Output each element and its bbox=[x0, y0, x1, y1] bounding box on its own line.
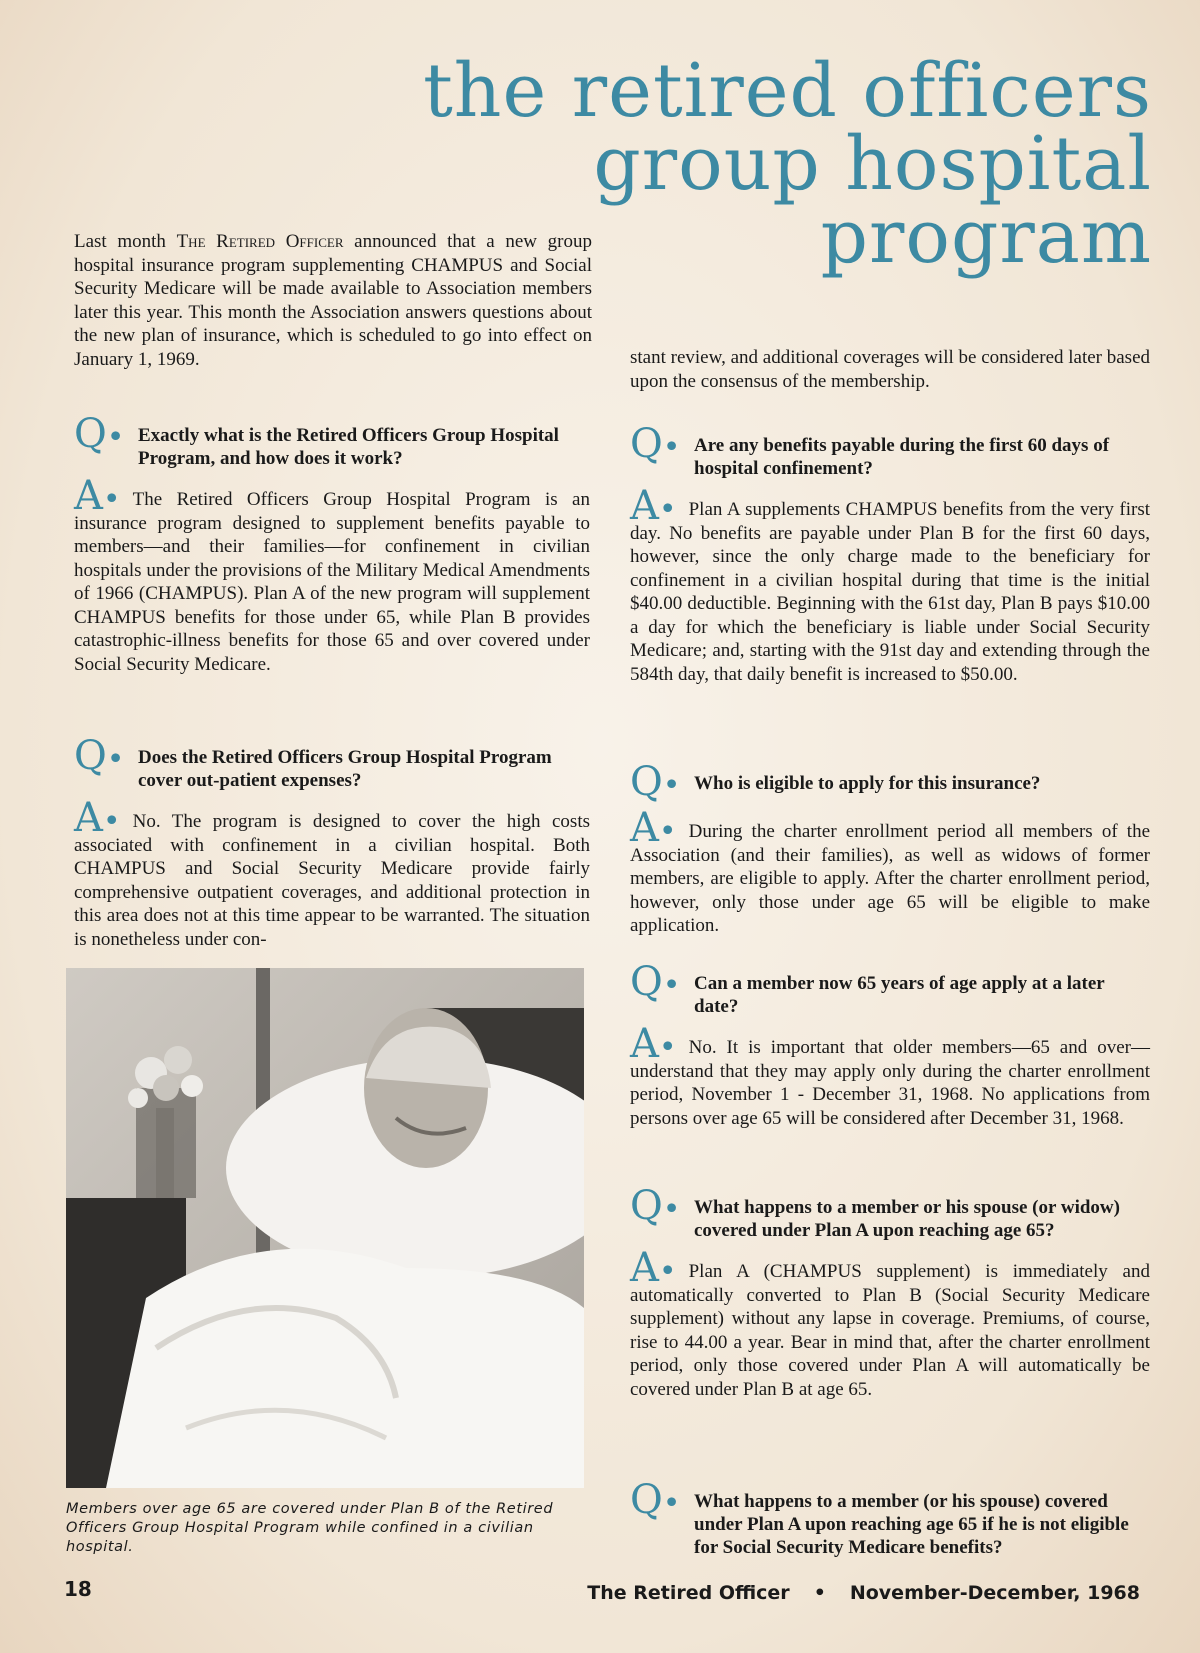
a-mark-icon: A• bbox=[630, 483, 677, 529]
answer-text: No. The program is designed to cover the high costs associated with confinement in a civilian hospital. Both CHAMPUS and Social Security Medicare provide fairly comprehensive outpatient coverages, and additional protection in this area does not at this time appear to be warranted. The situation is nonetheless under con- bbox=[74, 811, 590, 950]
question bbox=[630, 1183, 1150, 1242]
intro-paragraph bbox=[74, 230, 592, 371]
answer bbox=[74, 473, 590, 676]
question bbox=[74, 733, 590, 792]
question-text: Who is eligible to apply for this insurance? bbox=[694, 773, 1041, 794]
qa-block-5 bbox=[630, 959, 1150, 1130]
qa-block-6 bbox=[630, 1183, 1150, 1401]
running-footer bbox=[587, 1582, 1140, 1604]
question-text: Exactly what is the Retired Officers Group Hospital Program, and how does it work? bbox=[138, 425, 559, 469]
question-text: What happens to a member or his spouse (or widow) covered under Plan A upon reaching age 65? bbox=[694, 1197, 1120, 1241]
question-text: Are any benefits payable during the first 60 days of hospital confinement? bbox=[694, 435, 1110, 479]
answer-text: During the charter enrollment period all members of the Association (and their families), as well as widows of former members, are eligible to apply. After the charter enrollment period, however, only those under age 65 will be eligible to make application. bbox=[630, 821, 1150, 936]
question bbox=[630, 421, 1150, 480]
question bbox=[630, 1477, 1150, 1559]
answer bbox=[630, 1245, 1150, 1401]
a-mark-icon: A• bbox=[630, 1021, 677, 1067]
intro-pre: Last month bbox=[74, 231, 177, 252]
intro-publication: The Retired Officer bbox=[176, 231, 344, 252]
question-text: Does the Retired Officers Group Hospital Program cover out-patient expenses? bbox=[138, 747, 552, 791]
question bbox=[74, 411, 590, 470]
answer-text: No. It is important that older members—65 and over—understand that they may apply only during the charter enrollment period, November 1 - December 31, 1968. No applications from persons over age 65 will be considered after December 31, 1968. bbox=[630, 1037, 1150, 1129]
question bbox=[630, 959, 1150, 1018]
intro-post: announced that a new group hospital insurance program supplementing CHAMPUS and Social Security Medicare will be made available to Association members later this year. This month the Association answers questions about the new plan of insurance, which is scheduled to go into effect on January 1, 1969. bbox=[74, 231, 592, 370]
photo-caption: Members over age 65 are covered under Plan B of the Retired Officers Group Hospital Program while confined in a civilian hospital. bbox=[66, 1501, 554, 1555]
footer-publication: The Retired Officer bbox=[587, 1582, 790, 1604]
answer bbox=[74, 795, 590, 951]
q-mark-icon: Q• bbox=[630, 759, 681, 805]
answer-text: Plan A supplements CHAMPUS benefits from the very first day. No benefits are payable under Plan B for the first 60 days, however, since the only charge made to the beneficiary for confinement in a civilian hospital during that time is the initial $40.00 deductible. Beginning with the 61st day, Plan B pays $10.00 a day for which the beneficiary is liable under Social Security Medicare; and, starting with the 91st day and extending through the 584th day, that daily benefit is increased to $50.00. bbox=[630, 499, 1150, 685]
question-text: What happens to a member (or his spouse) covered under Plan A upon reaching age 65 if he is not eligible for Social Security Medicare benefits? bbox=[694, 1491, 1129, 1558]
patient-in-bed-illustration bbox=[66, 968, 584, 1488]
a-mark-icon: A• bbox=[74, 795, 121, 841]
footer-issue: November-December, 1968 bbox=[849, 1582, 1140, 1604]
question-text: Can a member now 65 years of age apply at a later date? bbox=[694, 973, 1105, 1017]
q-mark-icon: Q• bbox=[630, 959, 681, 1005]
q-mark-icon: Q• bbox=[630, 421, 681, 467]
answer-text: The Retired Officers Group Hospital Program is an insurance program designed to supplement benefits payable to members—and their families—for confinement in civilian hospitals under the provisions of the Military Medical Amendments of 1966 (CHAMPUS). Plan A of the new program will supplement CHAMPUS benefits for those under 65, while Plan B provides catastrophic-illness benefits for those 65 and over covered under Social Security Medicare. bbox=[74, 489, 590, 675]
a-mark-icon: A• bbox=[630, 1245, 677, 1291]
qa-block-1 bbox=[74, 411, 590, 676]
footer-separator: • bbox=[813, 1582, 826, 1604]
answer bbox=[630, 805, 1150, 938]
title-line-2: group hospital bbox=[593, 121, 1152, 207]
page-number: 18 bbox=[64, 1577, 92, 1601]
q-mark-icon: Q• bbox=[630, 1477, 681, 1523]
qa-block-2 bbox=[74, 733, 590, 951]
hospital-photo bbox=[66, 968, 584, 1488]
continuation-paragraph: stant review, and additional coverages will be considered later based upon the consensus of the membership. bbox=[630, 347, 1151, 392]
answer bbox=[630, 1021, 1150, 1130]
answer-text: Plan A (CHAMPUS supplement) is immediately and automatically converted to Plan B (Social Security Medicare supplement) without any lapse in coverage. Premiums, of course, rise to 44.00 a year. Bear in mind that, after the charter enrollment period, only those covered under Plan A will automatically be covered under Plan B at age 65. bbox=[630, 1261, 1150, 1400]
q-mark-icon: Q• bbox=[74, 733, 125, 779]
q-mark-icon: Q• bbox=[74, 411, 125, 457]
answer bbox=[630, 483, 1150, 686]
title-line-1: the retired officers bbox=[423, 48, 1152, 134]
qa-block-7 bbox=[630, 1477, 1150, 1559]
qa-block-4 bbox=[630, 759, 1150, 938]
title-line-3: program bbox=[820, 194, 1152, 280]
a-mark-icon: A• bbox=[74, 473, 121, 519]
q-mark-icon: Q• bbox=[630, 1183, 681, 1229]
question bbox=[630, 759, 1150, 805]
qa-block-3 bbox=[630, 421, 1150, 686]
a-mark-icon: A• bbox=[630, 805, 677, 851]
